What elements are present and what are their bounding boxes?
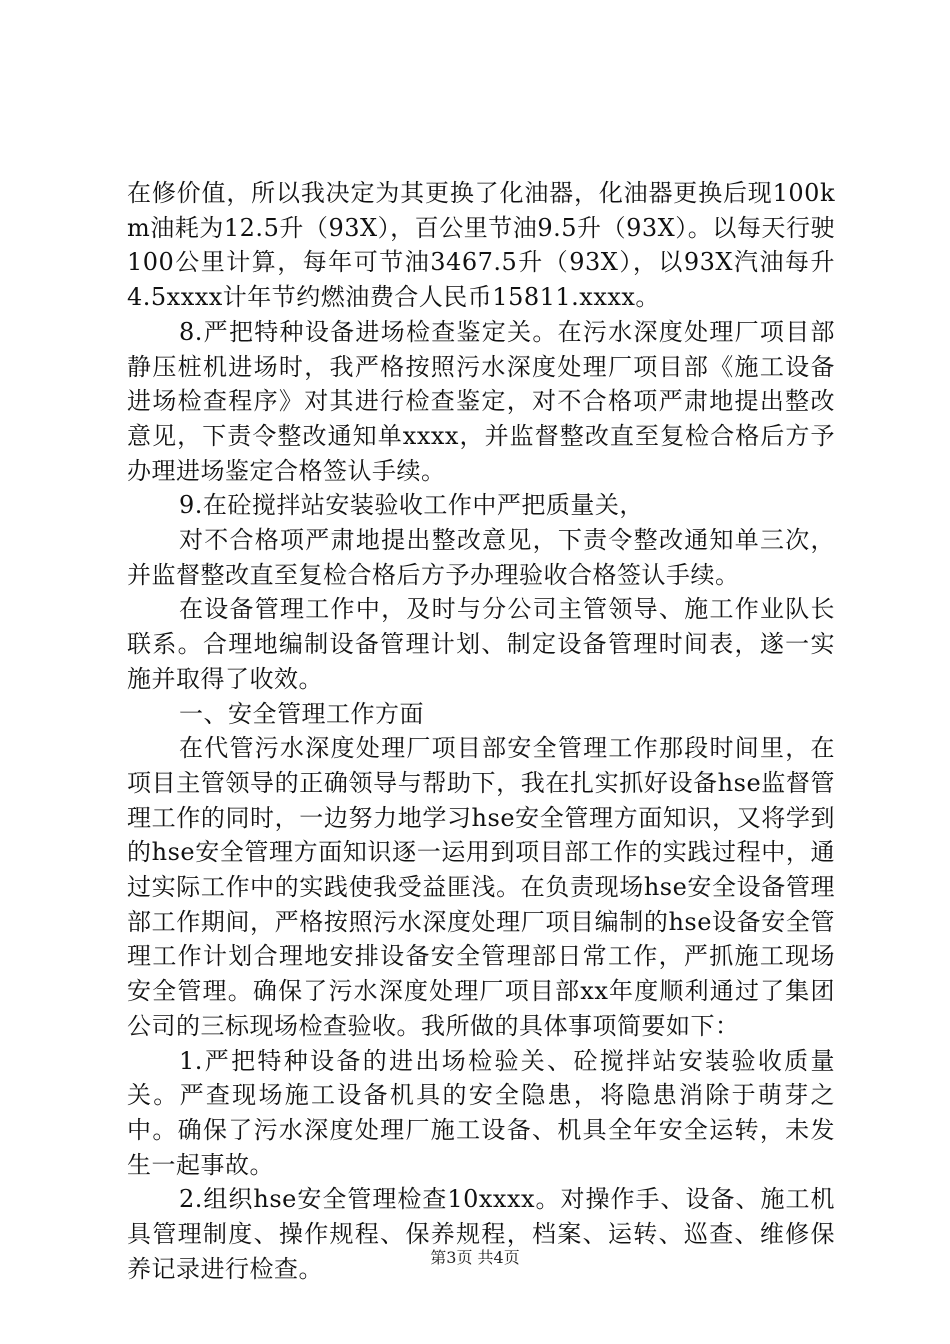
paragraph-8: 1.严把特种设备的进出场检验关、砼搅拌站安装验收质量关。严查现场施工设备机具的安全隐患，将隐患消除于萌芽之中。确保了污水深度处理厂施工设备、机具全年安全运转，未发生一起事故。 — [127, 1046, 835, 1179]
paragraph-2: 8.严把特种设备进场检查鉴定关。在污水深度处理厂项目部静压桩机进场时，我严格按照污水深度处理厂项目部《施工设备进场检查程序》对其进行检查鉴定，对不合格项严肃地提出整改意见，下责令整改通知单xxxx，并监督整改直至复检合格后方予办理进场鉴定合格签认手续。 — [127, 317, 835, 485]
paragraph-7: 在代管污水深度处理厂项目部安全管理工作那段时间里，在项目主管领导的正确领导与帮助下，我在扎实抓好设备hse监督管理工作的同时，一边努力地学习hse安全管理方面知识，又将学到的hse安全管理方面知识逐一运用到项目部工作的实践过程中，通过实际工作中的实践使我受益匪浅。在负责现场hse安全设备管理部工作期间，严格按照污水深度处理厂项目编制的hse设备安全管理工作计划合理地安排设备安全管理部日常工作，严抓施工现场安全管理。确保了污水深度处理厂项目部xx年度顺利通过了集团公司的三标现场检查验收。我所做的具体事项简要如下： — [127, 734, 835, 1040]
paragraph-9: 2.组织hse安全管理检查10xxxx。对操作手、设备、施工机具管理制度、操作规程、保养规程，档案、运转、巡查、维修保养记录进行检查。 — [127, 1185, 835, 1283]
paragraph-3: 9.在砼搅拌站安装验收工作中严把质量关， — [179, 491, 644, 520]
page-footer: 第3页 共4页 — [430, 1248, 520, 1267]
document-body — [127, 176, 835, 1287]
paragraph-5: 在设备管理工作中，及时与分公司主管领导、施工作业队长联系。合理地编制设备管理计划、制定设备管理时间表，遂一实施并取得了收效。 — [127, 595, 835, 693]
section-heading: 一、安全管理工作方面 — [179, 699, 424, 728]
paragraph-4: 对不合格项严肃地提出整改意见，下责令整改通知单三次，并监督整改直至复检合格后方予办理验收合格签认手续。 — [127, 526, 835, 589]
paragraph-1: 在修价值，所以我决定为其更换了化油器，化油器更换后现100km油耗为12.5升（93X），百公里节油9.5升（93X）。以每天行驶100公里计算，每年可节油3467.5升（93X），以93X汽油每升4.5xxxx计年节约燃油费合人民币15811.xxxx。 — [127, 179, 835, 312]
